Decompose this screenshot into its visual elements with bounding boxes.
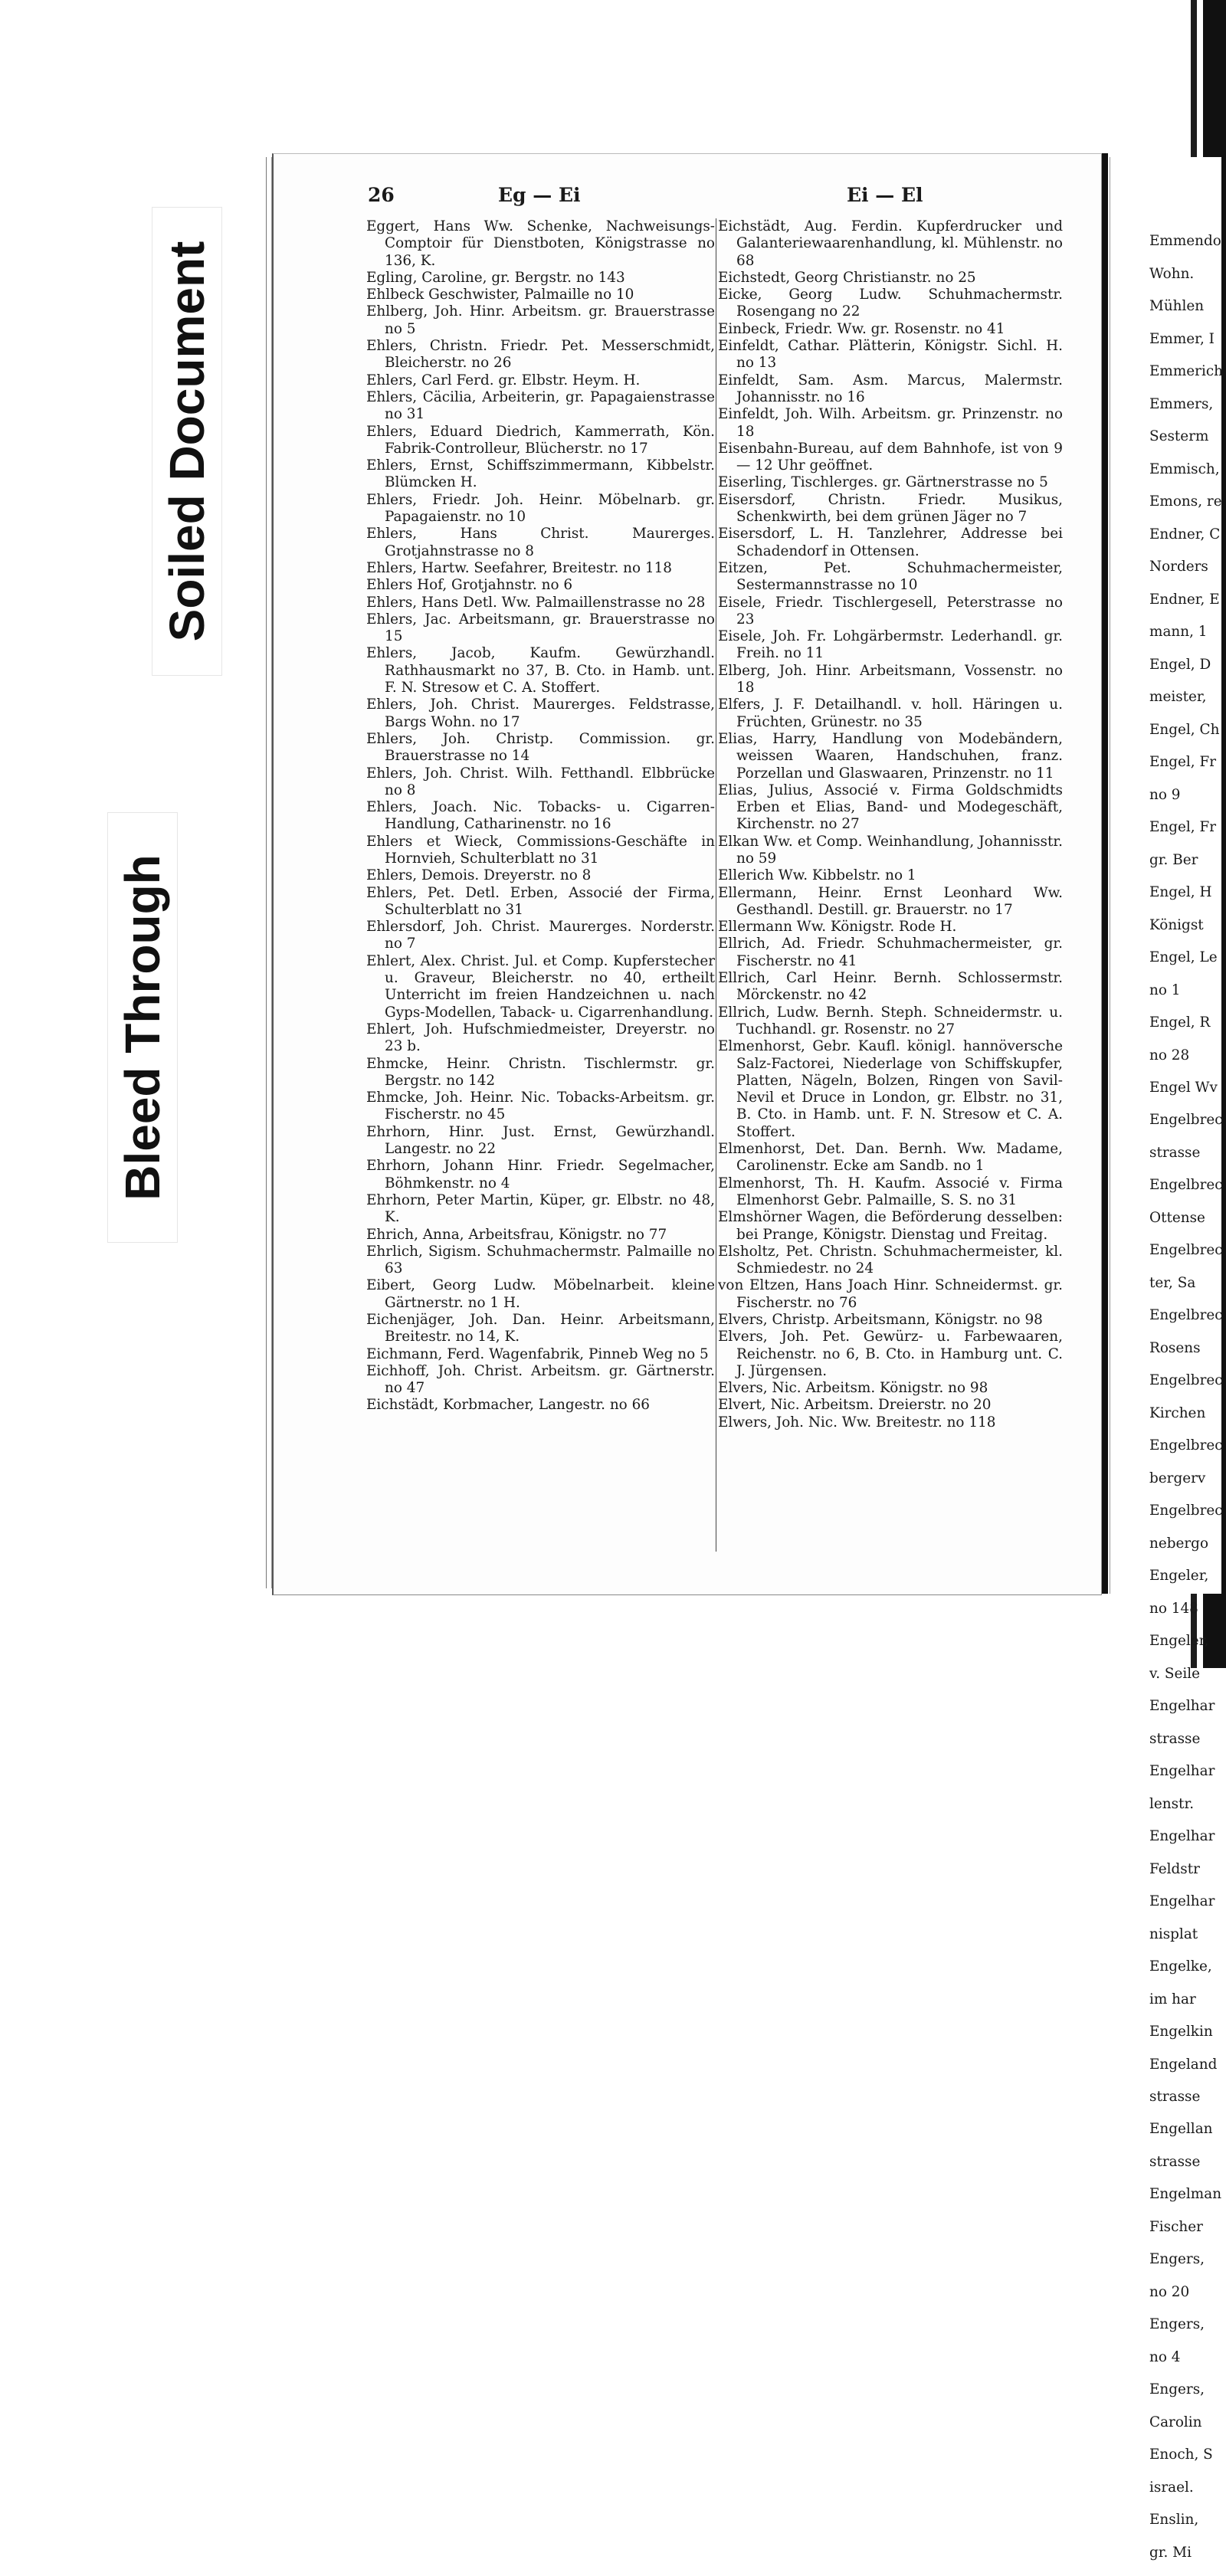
directory-entry: Einfeldt, Joh. Wilh. Arbeitsm. gr. Prinzenstr. no 18 bbox=[718, 406, 1063, 440]
directory-entry: Elmshörner Wagen, die Beförderung desselben: bei Prange, Königstr. Dienstag und Freitag. bbox=[718, 1209, 1063, 1243]
facing-page-line: Enoch, S bbox=[1149, 2447, 1213, 2463]
facing-page-line: ter, Sa bbox=[1149, 1274, 1196, 1291]
directory-entry: Ehlers, Demois. Dreyerstr. no 8 bbox=[366, 867, 592, 884]
directory-entry: Ehlers, Joh. Christp. Commission. gr. Brauerstrasse no 14 bbox=[366, 730, 715, 765]
bleed-through-label: Bleed Through bbox=[115, 854, 170, 1201]
directory-entry: Ehlers, Hartw. Seefahrer, Breitestr. no 118 bbox=[366, 559, 673, 576]
directory-entry: Ehlers, Joh. Christ. Wilh. Fetthandl. Elbbrücke no 8 bbox=[366, 765, 715, 798]
directory-entry: Eisersdorf, L. H. Tanzlehrer, Addresse bei Schadendorf in Ottensen. bbox=[718, 526, 1063, 559]
facing-page-line: Emmendo bbox=[1149, 233, 1221, 250]
directory-entry: Elias, Harry, Handlung von Modebändern, weissen Waaren, Handschuhen, franz. Porzellan und Glaswaaren, Prinzenstr. no 11 bbox=[718, 730, 1063, 782]
directory-entry: Eisenbahn-Bureau, auf dem Bahnhofe, ist von 9 — 12 Uhr geöffnet. bbox=[718, 440, 1063, 474]
directory-entry: von Eltzen, Hans Joach Hinr. Schneidermst. gr. Fischerstr. no 76 bbox=[718, 1277, 1063, 1311]
facing-page-line: Kirchen bbox=[1149, 1404, 1206, 1421]
facing-page-line: Engelman bbox=[1149, 2186, 1222, 2203]
directory-entry: Ehlberg, Joh. Hinr. Arbeitsm. gr. Brauerstrasse no 5 bbox=[366, 303, 715, 337]
directory-entry: Eichhoff, Joh. Christ. Arbeitsm. gr. Gärtnerstr. no 47 bbox=[366, 1362, 715, 1397]
directory-entry: Ehlersdorf, Joh. Christ. Maurerges. Norderstr. no 7 bbox=[366, 919, 715, 952]
directory-entry: Ehlers, Ernst, Schiffszimmermann, Kibbelstr. Blümcken H. bbox=[366, 457, 715, 491]
facing-page-line: gr. Mi bbox=[1149, 2544, 1192, 2561]
page-stack-edge bbox=[266, 157, 272, 1588]
facing-page-line: Engellan bbox=[1149, 2121, 1213, 2138]
facing-page-line: Ottense bbox=[1149, 1209, 1205, 1226]
facing-page-line: Wohn. bbox=[1149, 265, 1195, 282]
facing-page-line: Engelbrec bbox=[1149, 1112, 1223, 1129]
directory-entry: Ehlers, Hans Detl. Ww. Palmaillenstrasse no 28 bbox=[366, 594, 706, 611]
directory-entry: Eichstädt, Korbmacher, Langestr. no 66 bbox=[366, 1397, 651, 1414]
directory-entry: Ehlers, Hans Christ. Maurerges. Grotjahnstrasse no 8 bbox=[366, 526, 715, 559]
facing-page-line: Emmer, I bbox=[1149, 330, 1215, 347]
facing-page-line: Engelhar bbox=[1149, 1893, 1215, 1910]
facing-page-line: Engeler, bbox=[1149, 1633, 1209, 1650]
facing-page-line: Engelbrec bbox=[1149, 1437, 1223, 1454]
facing-page-line: Emmerich bbox=[1149, 363, 1224, 380]
right-column bbox=[718, 218, 1063, 1431]
directory-entry: Elvers, Joh. Pet. Gewürz- u. Farbewaaren, Reichenstr. no 6, B. Cto. in Hamburg unt. C. J. Jürgensen. bbox=[718, 1329, 1063, 1379]
facing-page-line: v. Seile bbox=[1149, 1665, 1201, 1682]
facing-page-line: Carolin bbox=[1149, 2414, 1202, 2430]
directory-entry: Ellermann Ww. Königstr. Rode H. bbox=[718, 919, 957, 936]
book-spine bbox=[1102, 153, 1108, 1594]
directory-entry: Eibert, Georg Ludw. Möbelnarbeit. kleine Gärtnerstr. no 1 H. bbox=[366, 1277, 715, 1311]
facing-page-line: no 9 bbox=[1149, 786, 1181, 803]
facing-page-line: strasse bbox=[1149, 1144, 1201, 1161]
directory-entry: Ehlert, Joh. Hufschmiedmeister, Dreyerstr. no 23 b. bbox=[366, 1021, 715, 1055]
directory-entry: Eichstädt, Aug. Ferdin. Kupferdrucker und Galanteriewaarenhandlung, kl. Mühlenstr. no 68 bbox=[718, 218, 1063, 269]
directory-entry: Eisele, Joh. Fr. Lohgärbermstr. Lederhandl. gr. Freih. no 11 bbox=[718, 628, 1063, 662]
facing-page-line: Enslin, bbox=[1149, 2512, 1199, 2528]
directory-entry: Elfers, J. F. Detailhandl. v. holl. Häringen u. Früchten, Grünestr. no 35 bbox=[718, 696, 1063, 730]
page-number: 26 bbox=[368, 184, 395, 206]
facing-page-line: no 1 bbox=[1149, 982, 1181, 998]
directory-entry: Elsholtz, Pet. Christn. Schuhmachermeister, kl. Schmiedestr. no 24 bbox=[718, 1243, 1063, 1277]
directory-entry: Ehrlich, Sigism. Schuhmachermstr. Palmaille no 63 bbox=[366, 1243, 715, 1277]
directory-entry: Ellermann, Heinr. Ernst Leonhard Ww. Gesthandl. Destill. gr. Brauerstr. no 17 bbox=[718, 884, 1063, 918]
directory-entry: Elmenhorst, Gebr. Kaufl. königl. hannöversche Salz-Factorei, Niederlage von Schiffskupfer, Platten, Nägeln, Bolzen, Ringen von Savil-Nevil et Druce in London, gr. Elbstr. no 31, B. Cto. in Hamb. unt. F. N. Stresow et C. A. Stoffert. bbox=[718, 1038, 1063, 1140]
facing-page-line: Engelkin bbox=[1149, 2024, 1213, 2040]
facing-page-line: lenstr. bbox=[1149, 1795, 1195, 1812]
facing-page-column bbox=[1149, 218, 1226, 2576]
directory-entry: Ehlers, Carl Ferd. gr. Elbstr. Heym. H. bbox=[366, 372, 641, 388]
facing-page-line: Engelhar bbox=[1149, 1828, 1215, 1845]
directory-entry: Eichmann, Ferd. Wagenfabrik, Pinneb Weg no 5 bbox=[366, 1345, 709, 1362]
facing-page-line: Endner, C bbox=[1149, 526, 1221, 542]
facing-page-line: Engel, Ch bbox=[1149, 721, 1220, 738]
soiled-document-stamp bbox=[152, 207, 222, 676]
facing-page-line: Engel, D bbox=[1149, 656, 1211, 673]
facing-page-line: Engelke, bbox=[1149, 1958, 1212, 1975]
directory-entry: Ellrich, Ad. Friedr. Schuhmachermeister, gr. Fischerstr. no 41 bbox=[718, 936, 1063, 969]
directory-entry: Ehlers, Joh. Christ. Maurerges. Feldstrasse, Bargs Wohn. no 17 bbox=[366, 696, 715, 730]
facing-page-line: Mühlen bbox=[1149, 298, 1205, 315]
directory-entry: Eichstedt, Georg Christianstr. no 25 bbox=[718, 269, 976, 286]
left-column bbox=[366, 218, 715, 1414]
facing-page-line: Engers, bbox=[1149, 2316, 1205, 2333]
directory-entry: Ehlbeck Geschwister, Palmaille no 10 bbox=[366, 287, 634, 303]
directory-entry: Ehrhorn, Johann Hinr. Friedr. Segelmacher, Böhmkenstr. no 4 bbox=[366, 1158, 715, 1191]
facing-page-line: Engel, Le bbox=[1149, 949, 1218, 966]
directory-entry: Eiserling, Tischlerges. gr. Gärtnerstrasse no 5 bbox=[718, 474, 1048, 491]
directory-entry: Ehlers, Jac. Arbeitsmann, gr. Brauerstrasse no 15 bbox=[366, 611, 715, 645]
facing-page-line: Norders bbox=[1149, 559, 1208, 575]
facing-page-line: Engelbrec bbox=[1149, 1372, 1223, 1389]
facing-page-line: Engel, Fr bbox=[1149, 754, 1217, 771]
facing-page-line: Engel, R bbox=[1149, 1014, 1211, 1031]
directory-entry: Elberg, Joh. Hinr. Arbeitsmann, Vossenstr. no 18 bbox=[718, 662, 1063, 696]
facing-page-line: no 20 bbox=[1149, 2283, 1190, 2300]
directory-entry: Ehrhorn, Hinr. Just. Ernst, Gewürzhandl. Langestr. no 22 bbox=[366, 1123, 715, 1158]
directory-entry: Elkan Ww. et Comp. Weinhandlung, Johannisstr. no 59 bbox=[718, 833, 1063, 867]
directory-entry: Ehlers et Wieck, Commissions-Geschäfte in Hornvieh, Schulterblatt no 31 bbox=[366, 833, 715, 867]
facing-page-line: Engel Wv bbox=[1149, 1079, 1218, 1096]
directory-entry: Elias, Julius, Associé v. Firma Goldschmidts Erben et Elias, Band- und Modegeschäft, Kirchenstr. no 27 bbox=[718, 782, 1063, 833]
directory-entry: Ehrhorn, Peter Martin, Küper, gr. Elbstr. no 48, K. bbox=[366, 1191, 715, 1226]
directory-entry: Ehlers, Friedr. Joh. Heinr. Möbelnarb. gr. Papagaienstr. no 10 bbox=[366, 491, 715, 526]
facing-page-line: meister, bbox=[1149, 689, 1207, 706]
directory-entry: Ehlers, Joach. Nic. Tobacks- u. Cigarren-Handlung, Catharinenstr. no 16 bbox=[366, 799, 715, 833]
directory-entry: Ellrich, Ludw. Bernh. Steph. Schneidermstr. u. Tuchhandl. gr. Rosenstr. no 27 bbox=[718, 1004, 1063, 1037]
directory-entry: Elvers, Christp. Arbeitsmann, Königstr. no 98 bbox=[718, 1312, 1043, 1328]
facing-page-line: Engelbrec bbox=[1149, 1307, 1223, 1324]
facing-page-line: Emons, re bbox=[1149, 493, 1222, 510]
directory-entry: Ehlers, Cäcilia, Arbeiterin, gr. Papagaienstrasse no 31 bbox=[366, 388, 715, 423]
facing-page-line: no 28 bbox=[1149, 1047, 1190, 1064]
right-running-head: Ei — El bbox=[847, 184, 923, 206]
directory-entry: Ellrich, Carl Heinr. Bernh. Schlossermstr. Mörckenstr. no 42 bbox=[718, 970, 1063, 1004]
facing-page-line: Engers, bbox=[1149, 2381, 1205, 2398]
facing-page-line: Rosens bbox=[1149, 1339, 1201, 1356]
facing-page-line: im har bbox=[1149, 1991, 1196, 2007]
bleed-through-stamp bbox=[107, 812, 178, 1243]
directory-entry: Ehmcke, Joh. Heinr. Nic. Tobacks-Arbeitsm. gr. Fischerstr. no 45 bbox=[366, 1090, 715, 1123]
facing-page-line: Fischer bbox=[1149, 2218, 1203, 2235]
directory-entry: Eichenjäger, Joh. Dan. Heinr. Arbeitsmann, Breitestr. no 14, K. bbox=[366, 1312, 715, 1345]
facing-page-line: Königst bbox=[1149, 916, 1204, 933]
directory-entry: Ehlert, Alex. Christ. Jul. et Comp. Kupferstecher u. Graveur, Bleicherstr. no 40, ertheilt Unterricht im freien Handzeichnen u. nach Gyps-Modellen, Taback- u. Cigarrenhandlung. bbox=[366, 952, 715, 1021]
facing-page-line: Engelbrec bbox=[1149, 1242, 1223, 1259]
directory-entry: Eisele, Friedr. Tischlergesell, Peterstrasse no 23 bbox=[718, 594, 1063, 628]
facing-page-line: Engel, H bbox=[1149, 884, 1212, 901]
directory-entry: Elvers, Nic. Arbeitsm. Königstr. no 98 bbox=[718, 1380, 988, 1397]
left-running-head: Eg — Ei bbox=[498, 184, 581, 206]
facing-page-line: no 4 bbox=[1149, 2348, 1181, 2365]
facing-page-line: Feldstr bbox=[1149, 1860, 1200, 1877]
facing-page-line: israel. bbox=[1149, 2479, 1194, 2496]
directory-entry: Eicke, Georg Ludw. Schuhmachermstr. Rosengang no 22 bbox=[718, 287, 1063, 320]
directory-entry: Eisersdorf, Christn. Friedr. Musikus, Schenkwirth, bei dem grünen Jäger no 7 bbox=[718, 491, 1063, 526]
directory-entry: Elwers, Joh. Nic. Ww. Breitestr. no 118 bbox=[718, 1414, 996, 1431]
directory-entry: Elvert, Nic. Arbeitsm. Dreierstr. no 20 bbox=[718, 1397, 992, 1414]
directory-entry: Eggert, Hans Ww. Schenke, Nachweisungs-Comptoir für Dienstboten, Königstrasse no 136, K. bbox=[366, 218, 715, 269]
soiled-document-label: Soiled Document bbox=[159, 241, 215, 642]
directory-entry: Elmenhorst, Th. H. Kaufm. Associé v. Firma Elmenhorst Gebr. Palmaille, S. S. no 31 bbox=[718, 1175, 1063, 1208]
facing-page-line: no 148 bbox=[1149, 1600, 1198, 1617]
directory-entry: Ehlers, Pet. Detl. Erben, Associé der Firma, Schulterblatt no 31 bbox=[366, 884, 715, 918]
facing-page-line: mann, 1 bbox=[1149, 624, 1208, 641]
facing-page-line: nisplat bbox=[1149, 1925, 1198, 1942]
facing-page-line: Endner, E bbox=[1149, 591, 1220, 608]
facing-page-line: Engeler, bbox=[1149, 1568, 1209, 1585]
facing-page-line: strasse bbox=[1149, 2089, 1201, 2105]
facing-page-line: strasse bbox=[1149, 1730, 1201, 1747]
directory-entry: Ehmcke, Heinr. Christn. Tischlermstr. gr. Bergstr. no 142 bbox=[366, 1055, 715, 1089]
facing-page-line: Engel, Fr bbox=[1149, 819, 1217, 836]
facing-page-line: Sesterm bbox=[1149, 428, 1209, 445]
facing-page-line: nebergo bbox=[1149, 1535, 1209, 1552]
facing-page-line: Emmisch, bbox=[1149, 460, 1220, 477]
facing-page-line: Engelbrec bbox=[1149, 1177, 1223, 1194]
directory-entry: Ehlers, Christn. Friedr. Pet. Messerschmidt, Bleicherstr. no 26 bbox=[366, 338, 715, 372]
facing-page-line: Engelhar bbox=[1149, 1763, 1215, 1780]
directory-entry: Egling, Caroline, gr. Bergstr. no 143 bbox=[366, 269, 625, 286]
directory-entry: Einfeldt, Cathar. Plätterin, Königstr. Sichl. H. no 13 bbox=[718, 338, 1063, 372]
facing-page-line: Engers, bbox=[1149, 2251, 1205, 2268]
facing-page-line: Engeland bbox=[1149, 2056, 1218, 2073]
directory-entry: Ellerich Ww. Kibbelstr. no 1 bbox=[718, 867, 916, 884]
directory-entry: Einfeldt, Sam. Asm. Marcus, Malermstr. Johannisstr. no 16 bbox=[718, 372, 1063, 405]
directory-entry: Elmenhorst, Det. Dan. Bernh. Ww. Madame, Carolinenstr. Ecke am Sandb. no 1 bbox=[718, 1141, 1063, 1175]
facing-page-line: gr. Ber bbox=[1149, 851, 1198, 868]
directory-entry: Eitzen, Pet. Schuhmachermeister, Sestermannstrasse no 10 bbox=[718, 559, 1063, 594]
facing-page-line: strasse bbox=[1149, 2153, 1201, 2170]
directory-entry: Ehrich, Anna, Arbeitsfrau, Königstr. no 77 bbox=[366, 1226, 667, 1243]
facing-page-line: Engelbrec bbox=[1149, 1503, 1223, 1519]
facing-page-line: Engelhar bbox=[1149, 1698, 1215, 1715]
facing-page-line: bergerv bbox=[1149, 1470, 1206, 1486]
directory-entry: Einbeck, Friedr. Ww. gr. Rosenstr. no 41 bbox=[718, 320, 1005, 337]
directory-entry: Ehlers Hof, Grotjahnstr. no 6 bbox=[366, 577, 573, 594]
directory-entry: Ehlers, Jacob, Kaufm. Gewürzhandl. Rathhausmarkt no 37, B. Cto. in Hamb. unt. F. N. Stresow et C. A. Stoffert. bbox=[366, 645, 715, 696]
facing-page-line: Emmers, bbox=[1149, 395, 1214, 412]
directory-entry: Ehlers, Eduard Diedrich, Kammerrath, Kön. Fabrik-Controlleur, Blücherstr. no 17 bbox=[366, 423, 715, 457]
